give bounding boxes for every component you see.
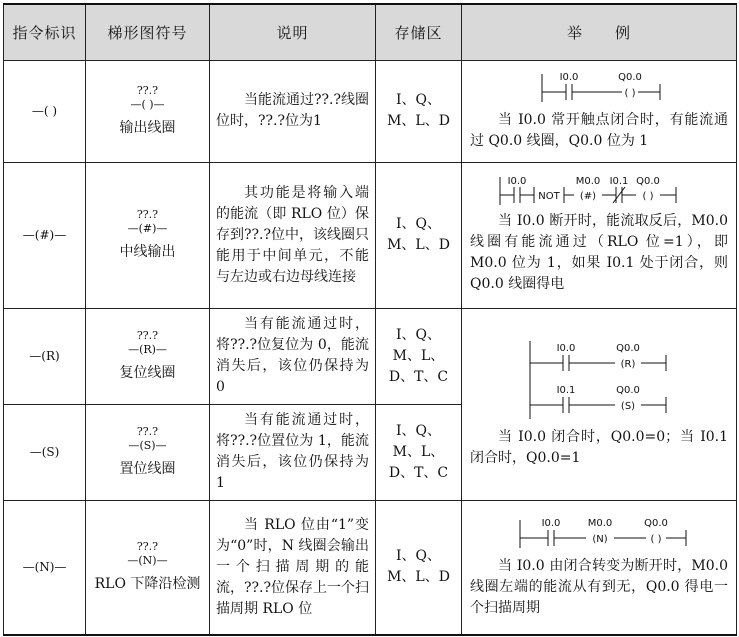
- coil-label: Q0.0: [616, 385, 640, 396]
- coil-address: ??.?: [136, 540, 159, 554]
- coil-glyph: ( ): [624, 88, 636, 99]
- mnemonic-cell: —(R): [4, 308, 86, 404]
- coil-name: 中线输出: [119, 244, 176, 260]
- example-note: 当 I0.0 闭合时，Q0.0=0；当 I0.1 闭合时，Q0.0=1: [470, 429, 728, 466]
- reset-coil-glyph: (R): [620, 359, 636, 370]
- table-row: [4, 60, 737, 162]
- coil-name: RLO 下降沿检测: [94, 576, 201, 593]
- coil-symbol: —(N)—: [127, 554, 168, 568]
- header-storage-area: 存储区: [376, 4, 462, 60]
- coil-label: Q0.0: [636, 176, 660, 187]
- set-coil-glyph: (S): [620, 401, 636, 412]
- contact-label: I0.1: [556, 385, 576, 396]
- coil-label: Q0.0: [618, 72, 642, 83]
- contact-label: I0.0: [556, 343, 576, 354]
- symbol-cell: [86, 308, 210, 404]
- nc-contact-label: I0.1: [609, 176, 629, 187]
- not-label: NOT: [538, 191, 560, 202]
- contact-label: I0.0: [559, 72, 579, 83]
- coil-symbol: —( )—: [130, 98, 165, 111]
- ladder-diagram: [470, 70, 728, 110]
- coil-symbol: —(S)—: [128, 439, 167, 452]
- storage-area-cell: I、Q、M、L、D: [376, 162, 462, 308]
- coil-address: ??.?: [136, 425, 159, 438]
- description-cell: 其功能是将输入端的能流（即 RLO 位）保存到??.?位中，该线圈只能用于中间单元，不能与左边或右边母线连接: [210, 162, 376, 308]
- example-cell: [462, 500, 737, 635]
- storage-area-cell: I、Q、M、L、D: [376, 60, 462, 162]
- description-cell: 当 RLO 位由“1”变为“0”时，N 线圈会输出一个扫描周期的能流，??.?位保存上一个扫描周期 RLO 位: [210, 500, 376, 635]
- edge-coil-glyph: (N): [592, 533, 608, 545]
- coil-label: Q0.0: [616, 343, 640, 354]
- mnemonic-cell: —(#)—: [4, 162, 86, 308]
- table-row: [4, 308, 737, 404]
- example-note: 当 I0.0 由闭合转变为断开时，M0.0 线圈左端的能流从有到无，Q0.0 得电一个扫描周期: [470, 557, 728, 616]
- description-cell: 当有能流通过时，将??.?位置位为 1，能流消失后，该位仍保持为 1: [210, 404, 376, 500]
- symbol-cell: [86, 404, 210, 500]
- coil-address: ??.?: [136, 208, 159, 221]
- example-cell: [462, 60, 737, 162]
- example-cell: [462, 162, 737, 308]
- header-description: 说明: [210, 4, 376, 60]
- coil-name: 复位线圈: [119, 365, 176, 381]
- table-row: [4, 162, 737, 308]
- mnemonic-cell: —(N)—: [4, 500, 86, 635]
- contact-label: I0.0: [541, 517, 561, 529]
- header-row: [4, 4, 737, 60]
- coil-name: 置位线圈: [119, 461, 176, 477]
- header-ladder-symbol: 梯形图符号: [86, 4, 210, 60]
- edge-coil-label: M0.0: [587, 517, 613, 529]
- symbol-cell: [86, 60, 210, 162]
- header-mnemonic: 指令标识: [4, 4, 86, 60]
- symbol-cell: [86, 500, 210, 635]
- mnemonic-cell: —( ): [4, 60, 86, 162]
- ladder-diagram: [470, 516, 728, 556]
- coil-address: ??.?: [136, 84, 159, 97]
- storage-area-cell: I、Q、M、L、D、T、C: [376, 308, 462, 404]
- storage-area-cell: I、Q、M、L、D: [376, 500, 462, 635]
- coil-label: Q0.0: [644, 517, 668, 529]
- coil-address: ??.?: [136, 329, 159, 342]
- coil-symbol: —(R)—: [128, 343, 167, 356]
- ladder-diagram: [470, 175, 728, 211]
- storage-area-cell: I、Q、M、L、D、T、C: [376, 404, 462, 500]
- contact-label: I0.0: [507, 176, 527, 187]
- coil-name: 输出线圈: [119, 120, 176, 136]
- coil-glyph: ( ): [642, 191, 654, 202]
- header-example: 举 例: [462, 4, 737, 60]
- example-note: 当 I0.0 断开时，能流取反后，M0.0 线圈有能流通过（RLO 位=1），即 M0.0 位为 1，如果 I0.1 处于闭合，则 Q0.0 线圈得电: [470, 213, 728, 292]
- table-row: [4, 500, 737, 635]
- example-cell: [462, 308, 737, 500]
- symbol-cell: [86, 162, 210, 308]
- mnemonic-cell: —(S): [4, 404, 86, 500]
- midline-coil-label: M0.0: [575, 176, 601, 187]
- description-cell: 当有能流通过时，将??.?位复位为 0，能流消失后，该位仍保持为 0: [210, 308, 376, 404]
- example-note: 当 I0.0 常开触点闭合时，有能流通过 Q0.0 线圈，Q0.0 位为 1: [470, 112, 728, 149]
- ladder-diagram: [470, 339, 728, 427]
- instruction-table: [3, 3, 737, 636]
- description-cell: 当能流通过??.?线圈位时，??.?位为1: [210, 60, 376, 162]
- midline-coil-glyph: (#): [579, 191, 597, 202]
- coil-glyph: ( ): [650, 533, 662, 545]
- coil-symbol: —(#)—: [127, 222, 168, 235]
